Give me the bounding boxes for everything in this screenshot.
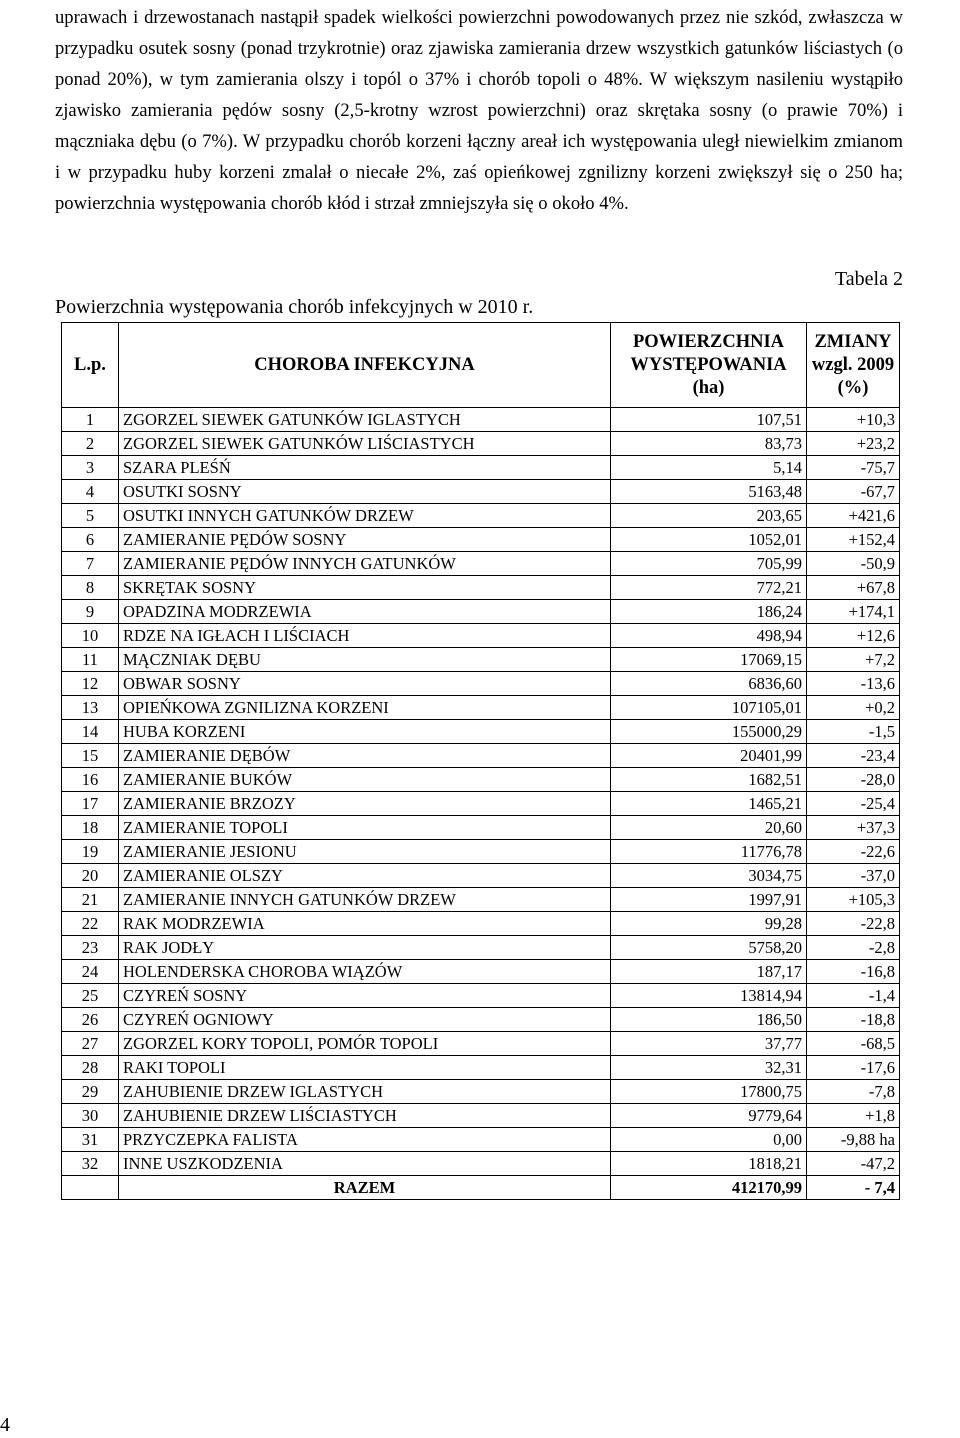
header-disease: CHOROBA INFEKCYJNA xyxy=(119,323,611,408)
row-change: +7,2 xyxy=(807,648,900,672)
row-disease-name: HOLENDERSKA CHOROBA WIĄZÓW xyxy=(119,960,611,984)
row-disease-name: OBWAR SOSNY xyxy=(119,672,611,696)
row-disease-name: OSUTKI SOSNY xyxy=(119,480,611,504)
header-area: POWIERZCHNIA WYSTĘPOWANIA (ha) xyxy=(611,323,807,408)
table-row xyxy=(62,480,900,504)
row-number: 16 xyxy=(62,768,119,792)
row-disease-name: ZGORZEL SIEWEK GATUNKÓW IGLASTYCH xyxy=(119,408,611,432)
total-change: - 7,4 xyxy=(807,1176,900,1200)
page-number: 4 xyxy=(0,1414,10,1436)
row-area: 107105,01 xyxy=(611,696,807,720)
row-area: 772,21 xyxy=(611,576,807,600)
table-label: Tabela 2 xyxy=(834,268,903,290)
row-change: +1,8 xyxy=(807,1104,900,1128)
row-disease-name: ZAMIERANIE PĘDÓW SOSNY xyxy=(119,528,611,552)
row-change: -1,4 xyxy=(807,984,900,1008)
row-change: -16,8 xyxy=(807,960,900,984)
row-change: -2,8 xyxy=(807,936,900,960)
row-disease-name: OPIEŃKOWA ZGNILIZNA KORZENI xyxy=(119,696,611,720)
row-area: 1052,01 xyxy=(611,528,807,552)
row-change: +174,1 xyxy=(807,600,900,624)
row-change: -1,5 xyxy=(807,720,900,744)
row-disease-name: RAK MODRZEWIA xyxy=(119,912,611,936)
row-disease-name: ZAMIERANIE INNYCH GATUNKÓW DRZEW xyxy=(119,888,611,912)
total-label: RAZEM xyxy=(119,1176,611,1200)
header-change: ZMIANY wzgl. 2009 (%) xyxy=(807,323,900,408)
row-disease-name: SKRĘTAK SOSNY xyxy=(119,576,611,600)
table-row xyxy=(62,528,900,552)
row-area: 17800,75 xyxy=(611,1080,807,1104)
table-row xyxy=(62,912,900,936)
row-disease-name: PRZYCZEPKA FALISTA xyxy=(119,1128,611,1152)
table-body xyxy=(62,408,900,1176)
row-disease-name: INNE USZKODZENIA xyxy=(119,1152,611,1176)
row-change: -28,0 xyxy=(807,768,900,792)
table-row xyxy=(62,1104,900,1128)
row-number: 1 xyxy=(62,408,119,432)
row-number: 31 xyxy=(62,1128,119,1152)
row-number: 8 xyxy=(62,576,119,600)
row-disease-name: CZYREŃ SOSNY xyxy=(119,984,611,1008)
table-row xyxy=(62,888,900,912)
row-disease-name: RAKI TOPOLI xyxy=(119,1056,611,1080)
row-area: 83,73 xyxy=(611,432,807,456)
row-change: -37,0 xyxy=(807,864,900,888)
table-header-row xyxy=(62,323,900,408)
row-number: 10 xyxy=(62,624,119,648)
row-area: 107,51 xyxy=(611,408,807,432)
row-change: -75,7 xyxy=(807,456,900,480)
row-area: 6836,60 xyxy=(611,672,807,696)
row-number: 3 xyxy=(62,456,119,480)
row-change: -67,7 xyxy=(807,480,900,504)
table-row xyxy=(62,552,900,576)
row-number: 22 xyxy=(62,912,119,936)
row-area: 20401,99 xyxy=(611,744,807,768)
table-row xyxy=(62,624,900,648)
row-disease-name: ZGORZEL KORY TOPOLI, POMÓR TOPOLI xyxy=(119,1032,611,1056)
row-area: 5163,48 xyxy=(611,480,807,504)
row-change: +67,8 xyxy=(807,576,900,600)
table-row xyxy=(62,720,900,744)
table-row xyxy=(62,792,900,816)
row-area: 155000,29 xyxy=(611,720,807,744)
row-number: 25 xyxy=(62,984,119,1008)
row-area: 1682,51 xyxy=(611,768,807,792)
table-row xyxy=(62,864,900,888)
row-change: +10,3 xyxy=(807,408,900,432)
row-area: 37,77 xyxy=(611,1032,807,1056)
row-area: 20,60 xyxy=(611,816,807,840)
row-disease-name: CZYREŃ OGNIOWY xyxy=(119,1008,611,1032)
row-disease-name: SZARA PLEŚŃ xyxy=(119,456,611,480)
row-disease-name: RDZE NA IGŁACH I LIŚCIACH xyxy=(119,624,611,648)
row-change: -50,9 xyxy=(807,552,900,576)
row-change: -13,6 xyxy=(807,672,900,696)
row-number: 27 xyxy=(62,1032,119,1056)
row-number: 11 xyxy=(62,648,119,672)
row-area: 1818,21 xyxy=(611,1152,807,1176)
row-change: +37,3 xyxy=(807,816,900,840)
row-area: 17069,15 xyxy=(611,648,807,672)
total-row xyxy=(62,1176,900,1200)
row-area: 186,24 xyxy=(611,600,807,624)
row-change: +152,4 xyxy=(807,528,900,552)
row-area: 186,50 xyxy=(611,1008,807,1032)
table-row xyxy=(62,456,900,480)
row-number: 17 xyxy=(62,792,119,816)
row-change: +421,6 xyxy=(807,504,900,528)
row-number: 24 xyxy=(62,960,119,984)
total-empty-cell xyxy=(62,1176,119,1200)
row-area: 1465,21 xyxy=(611,792,807,816)
row-area: 705,99 xyxy=(611,552,807,576)
table-row xyxy=(62,600,900,624)
row-disease-name: ZAHUBIENIE DRZEW IGLASTYCH xyxy=(119,1080,611,1104)
table-row xyxy=(62,1128,900,1152)
row-number: 7 xyxy=(62,552,119,576)
row-disease-name: OPADZINA MODRZEWIA xyxy=(119,600,611,624)
row-disease-name: ZAMIERANIE BRZOZY xyxy=(119,792,611,816)
table-row xyxy=(62,672,900,696)
row-area: 9779,64 xyxy=(611,1104,807,1128)
row-change: +12,6 xyxy=(807,624,900,648)
row-number: 13 xyxy=(62,696,119,720)
row-disease-name: RAK JODŁY xyxy=(119,936,611,960)
row-area: 5758,20 xyxy=(611,936,807,960)
row-disease-name: MĄCZNIAK DĘBU xyxy=(119,648,611,672)
table-row xyxy=(62,1152,900,1176)
intro-paragraph: uprawach i drzewostanach nastąpił spadek wielkości powierzchni powodowanych przez nie szkód, zwłaszcza w przypadku osutek sosny (ponad trzykrotnie) oraz zjawiska zamierania drzew wszystkich gatunków liściastych (o ponad 20%), w tym zamierania olszy i topól o 37% i chorób topoli o 48%. W większym nasileniu wystąpiło zjawisko zamierania pędów sosny (2,5-krotny wzrost powierzchni) oraz skrętaka sosny (o prawie 70%) i mączniaka dębu (o 7%). W przypadku chorób korzeni łączny areał ich występowania uległ niewielkim zmianom i w przypadku huby korzeni zmalał o niecałe 2%, zaś opieńkowej zgnilizny korzeni zwiększył się o 250 ha; powierzchnia występowania chorób kłód i strzał zmniejszyła się o około 4%. xyxy=(55,7,903,214)
table-row xyxy=(62,984,900,1008)
row-change: -25,4 xyxy=(807,792,900,816)
table-row xyxy=(62,432,900,456)
row-area: 498,94 xyxy=(611,624,807,648)
row-number: 4 xyxy=(62,480,119,504)
row-change: -23,4 xyxy=(807,744,900,768)
row-disease-name: HUBA KORZENI xyxy=(119,720,611,744)
row-change: -17,6 xyxy=(807,1056,900,1080)
row-number: 29 xyxy=(62,1080,119,1104)
row-number: 18 xyxy=(62,816,119,840)
row-disease-name: ZAMIERANIE PĘDÓW INNYCH GATUNKÓW xyxy=(119,552,611,576)
row-number: 23 xyxy=(62,936,119,960)
table-row xyxy=(62,648,900,672)
table-row xyxy=(62,1080,900,1104)
table-row xyxy=(62,1008,900,1032)
table-row xyxy=(62,504,900,528)
row-number: 19 xyxy=(62,840,119,864)
table-row xyxy=(62,744,900,768)
row-change: +105,3 xyxy=(807,888,900,912)
table-row xyxy=(62,936,900,960)
row-number: 6 xyxy=(62,528,119,552)
row-change: -7,8 xyxy=(807,1080,900,1104)
row-number: 2 xyxy=(62,432,119,456)
table-row xyxy=(62,840,900,864)
table-row xyxy=(62,1032,900,1056)
row-area: 11776,78 xyxy=(611,840,807,864)
row-area: 3034,75 xyxy=(611,864,807,888)
row-area: 0,00 xyxy=(611,1128,807,1152)
row-area: 5,14 xyxy=(611,456,807,480)
row-number: 14 xyxy=(62,720,119,744)
table-row xyxy=(62,1056,900,1080)
row-area: 32,31 xyxy=(611,1056,807,1080)
row-number: 26 xyxy=(62,1008,119,1032)
row-disease-name: ZAHUBIENIE DRZEW LIŚCIASTYCH xyxy=(119,1104,611,1128)
row-number: 5 xyxy=(62,504,119,528)
row-change: -47,2 xyxy=(807,1152,900,1176)
row-disease-name: ZAMIERANIE JESIONU xyxy=(119,840,611,864)
row-number: 20 xyxy=(62,864,119,888)
row-disease-name: ZAMIERANIE OLSZY xyxy=(119,864,611,888)
table-row xyxy=(62,960,900,984)
table-row xyxy=(62,408,900,432)
row-change: -22,6 xyxy=(807,840,900,864)
row-number: 15 xyxy=(62,744,119,768)
row-area: 13814,94 xyxy=(611,984,807,1008)
row-area: 203,65 xyxy=(611,504,807,528)
table-caption: Powierzchnia występowania chorób infekcyjnych w 2010 r. xyxy=(55,296,534,318)
row-number: 32 xyxy=(62,1152,119,1176)
row-area: 1997,91 xyxy=(611,888,807,912)
row-number: 30 xyxy=(62,1104,119,1128)
row-change: -9,88 ha xyxy=(807,1128,900,1152)
row-number: 28 xyxy=(62,1056,119,1080)
row-disease-name: ZAMIERANIE TOPOLI xyxy=(119,816,611,840)
table-row xyxy=(62,576,900,600)
header-lp: L.p. xyxy=(62,323,119,408)
table-row xyxy=(62,768,900,792)
table-row xyxy=(62,816,900,840)
row-change: -18,8 xyxy=(807,1008,900,1032)
row-area: 187,17 xyxy=(611,960,807,984)
row-change: -68,5 xyxy=(807,1032,900,1056)
row-change: +0,2 xyxy=(807,696,900,720)
row-disease-name: ZGORZEL SIEWEK GATUNKÓW LIŚCIASTYCH xyxy=(119,432,611,456)
table-row xyxy=(62,696,900,720)
row-number: 21 xyxy=(62,888,119,912)
total-area: 412170,99 xyxy=(611,1176,807,1200)
row-number: 9 xyxy=(62,600,119,624)
row-change: -22,8 xyxy=(807,912,900,936)
diseases-table xyxy=(61,322,900,1200)
row-disease-name: ZAMIERANIE BUKÓW xyxy=(119,768,611,792)
row-disease-name: ZAMIERANIE DĘBÓW xyxy=(119,744,611,768)
row-disease-name: OSUTKI INNYCH GATUNKÓW DRZEW xyxy=(119,504,611,528)
row-area: 99,28 xyxy=(611,912,807,936)
row-change: +23,2 xyxy=(807,432,900,456)
row-number: 12 xyxy=(62,672,119,696)
